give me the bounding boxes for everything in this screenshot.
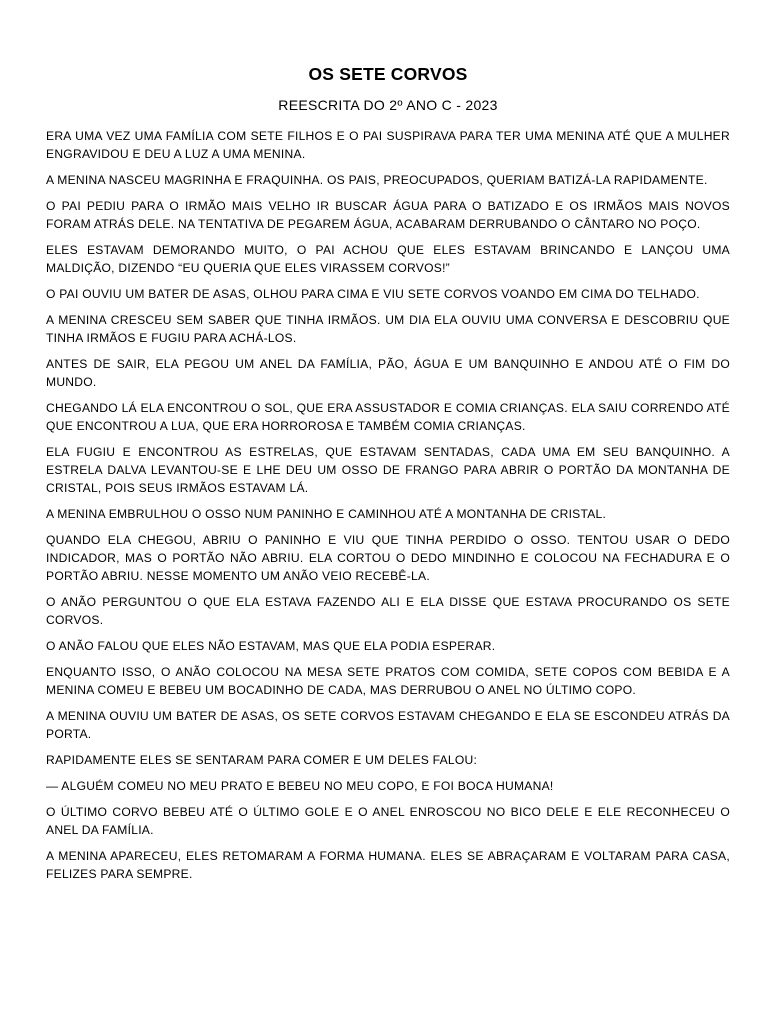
paragraph: A MENINA EMBRULHOU O OSSO NUM PANINHO E CAMINHOU ATÉ A MONTANHA DE CRISTAL.: [46, 507, 607, 521]
document-page: [46, 62, 730, 891]
document-title: OS SETE CORVOS: [308, 64, 468, 84]
paragraph: ELA FUGIU E ENCONTROU AS ESTRELAS, QUE ESTAVAM SENTADAS, CADA UMA EM SEU BANQUINHO. A ESTRELA DALVA LEVANTOU-SE E LHE DEU UM OSSO DE FRANGO PARA ABRIR O PORTÃO DA MONTANHA DE CRISTAL, POIS SEUS IRMÃOS ESTAVAM LÁ.: [46, 445, 730, 495]
paragraph: A MENINA APARECEU, ELES RETOMARAM A FORMA HUMANA. ELES SE ABRAÇARAM E VOLTARAM PARA CASA, FELIZES PARA SEMPRE.: [46, 849, 730, 881]
paragraph: O PAI OUVIU UM BATER DE ASAS, OLHOU PARA CIMA E VIU SETE CORVOS VOANDO EM CIMA DO TELHADO.: [46, 287, 700, 301]
paragraph: ENQUANTO ISSO, O ANÃO COLOCOU NA MESA SETE PRATOS COM COMIDA, SETE COPOS COM BEBIDA E A MENINA COMEU E BEBEU UM BOCADINHO DE CADA, MAS DERRUBOU O ANEL NO ÚLTIMO COPO.: [46, 665, 730, 697]
paragraph: CHEGANDO LÁ ELA ENCONTROU O SOL, QUE ERA ASSUSTADOR E COMIA CRIANÇAS. ELA SAIU CORRENDO ATÉ QUE ENCONTROU A LUA, QUE ERA HORROROSA E TAMBÉM COMIA CRIANÇAS.: [46, 401, 730, 433]
story-body: [46, 127, 730, 883]
paragraph: A MENINA OUVIU UM BATER DE ASAS, OS SETE CORVOS ESTAVAM CHEGANDO E ELA SE ESCONDEU ATRÁS DA PORTA.: [46, 709, 730, 741]
paragraph: ERA UMA VEZ UMA FAMÍLIA COM SETE FILHOS E O PAI SUSPIRAVA PARA TER UMA MENINA ATÉ QUE A MULHER ENGRAVIDOU E DEU A LUZ A UMA MENINA.: [46, 129, 730, 161]
paragraph: ANTES DE SAIR, ELA PEGOU UM ANEL DA FAMÍLIA, PÃO, ÁGUA E UM BANQUINHO E ANDOU ATÉ O FIM DO MUNDO.: [46, 357, 730, 389]
document-subtitle: REESCRITA DO 2º ANO C - 2023: [278, 97, 498, 113]
paragraph: O ANÃO FALOU QUE ELES NÃO ESTAVAM, MAS QUE ELA PODIA ESPERAR.: [46, 639, 496, 653]
paragraph: A MENINA CRESCEU SEM SABER QUE TINHA IRMÃOS. UM DIA ELA OUVIU UMA CONVERSA E DESCOBRIU QUE TINHA IRMÃOS E FUGIU PARA ACHÁ-LOS.: [46, 313, 730, 345]
paragraph: O ANÃO PERGUNTOU O QUE ELA ESTAVA FAZENDO ALI E ELA DISSE QUE ESTAVA PROCURANDO OS SETE CORVOS.: [46, 595, 730, 627]
paragraph: RAPIDAMENTE ELES SE SENTARAM PARA COMER E UM DELES FALOU:: [46, 753, 478, 767]
paragraph: ELES ESTAVAM DEMORANDO MUITO, O PAI ACHOU QUE ELES ESTAVAM BRINCANDO E LANÇOU UMA MALDIÇÃO, DIZENDO “EU QUERIA QUE ELES VIRASSEM CORVOS!”: [46, 243, 730, 275]
paragraph: QUANDO ELA CHEGOU, ABRIU O PANINHO E VIU QUE TINHA PERDIDO O OSSO. TENTOU USAR O DEDO INDICADOR, MAS O PORTÃO NÃO ABRIU. ELA CORTOU O DEDO MINDINHO E COLOCOU NA FECHADURA E O PORTÃO ABRIU. NESSE MOMENTO UM ANÃO VEIO RECEBÊ-LA.: [46, 533, 730, 583]
paragraph: — ALGUÉM COMEU NO MEU PRATO E BEBEU NO MEU COPO, E FOI BOCA HUMANA!: [46, 779, 554, 793]
paragraph: O PAI PEDIU PARA O IRMÃO MAIS VELHO IR BUSCAR ÁGUA PARA O BATIZADO E OS IRMÃOS MAIS NOVOS FORAM ATRÁS DELE. NA TENTATIVA DE PEGAREM ÁGUA, ACABARAM DERRUBANDO O CÂNTARO NO POÇO.: [46, 199, 730, 231]
paragraph: O ÚLTIMO CORVO BEBEU ATÉ O ÚLTIMO GOLE E O ANEL ENROSCOU NO BICO DELE E ELE RECONHECEU O ANEL DA FAMÍLIA.: [46, 805, 730, 837]
paragraph: A MENINA NASCEU MAGRINHA E FRAQUINHA. OS PAIS, PREOCUPADOS, QUERIAM BATIZÁ-LA RAPIDAMENTE.: [46, 173, 708, 187]
